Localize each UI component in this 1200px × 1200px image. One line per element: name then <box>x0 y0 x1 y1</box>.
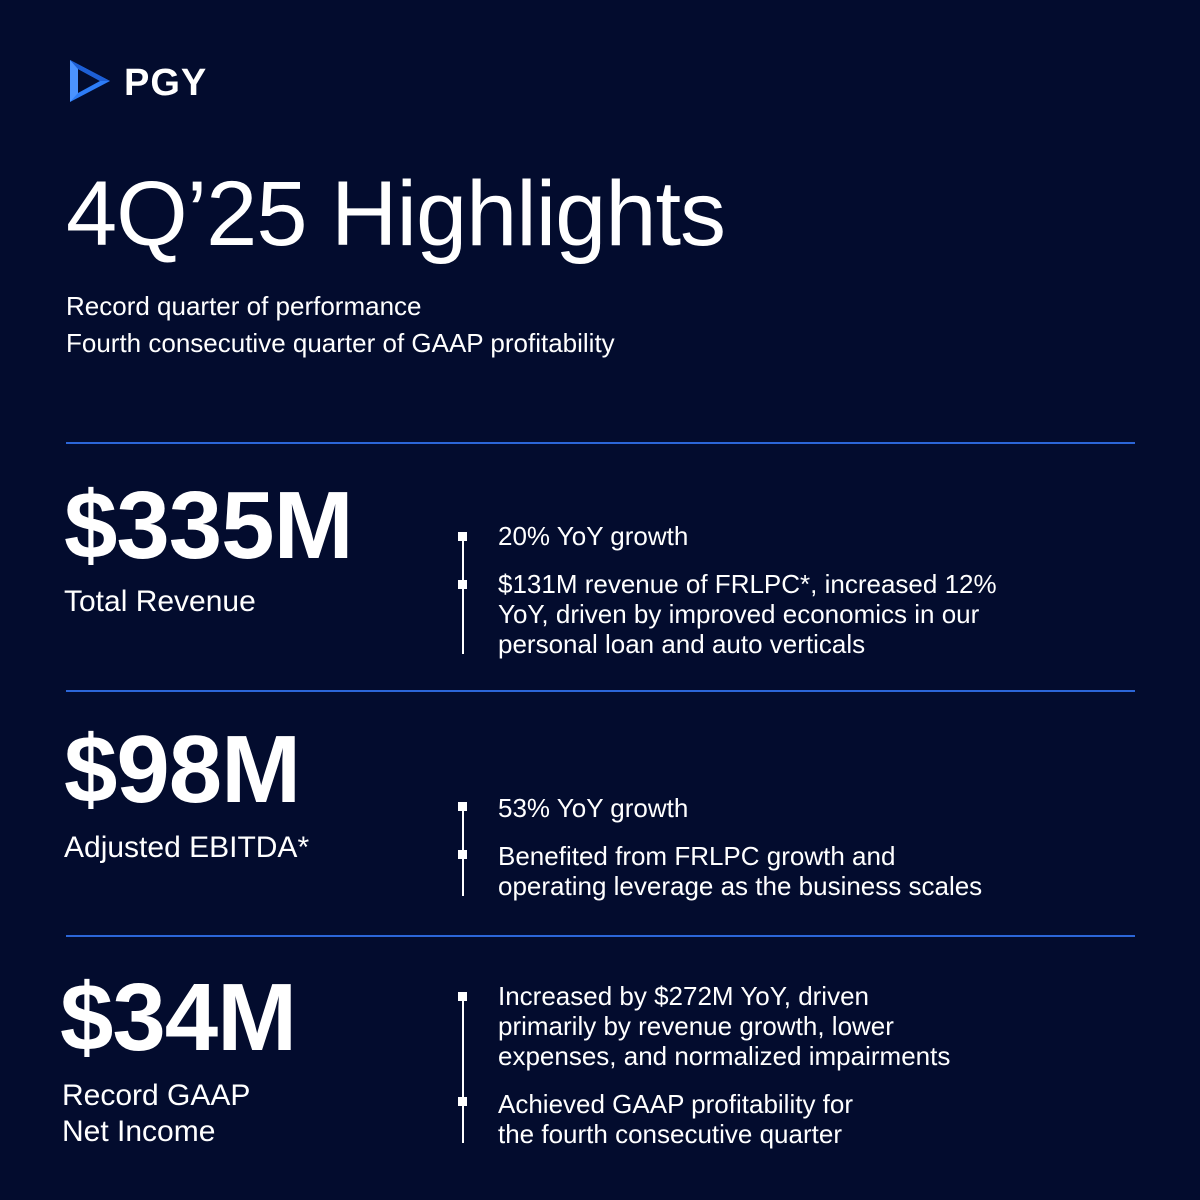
revenue-label: Total Revenue <box>64 585 256 618</box>
bullet-marker <box>458 1097 467 1106</box>
page-title: 4Q’25 Highlights <box>66 163 726 265</box>
section-divider-1 <box>66 442 1135 444</box>
play-triangle-logo-icon <box>68 58 112 109</box>
ebitda-bullet-1: 53% YoY growth <box>498 793 689 823</box>
net-income-bullet-2: Achieved GAAP profitability for the fourth consecutive quarter <box>498 1089 854 1149</box>
bullet-marker <box>458 580 467 589</box>
net-income-label: Record GAAP Net Income <box>62 1079 251 1148</box>
bullet-marker <box>458 850 467 859</box>
subtitle-line-2: Fourth consecutive quarter of GAAP profitability <box>66 328 615 358</box>
net-income-bullet-rail <box>462 993 464 1143</box>
bullet-marker <box>458 802 467 811</box>
net-income-value: $34M <box>60 964 297 1071</box>
brand-name: PGY <box>124 62 208 104</box>
subtitle-line-1: Record quarter of performance <box>66 291 422 321</box>
bullet-marker <box>458 992 467 1001</box>
section-divider-2 <box>66 690 1135 692</box>
revenue-bullet-2: $131M revenue of FRLPC*, increased 12% YoY, driven by improved economics in our personal loan and auto verticals <box>498 569 997 659</box>
revenue-bullet-1: 20% YoY growth <box>498 521 689 551</box>
revenue-value: $335M <box>64 472 353 579</box>
brand-logo <box>68 58 207 109</box>
section-divider-3 <box>66 935 1135 937</box>
revenue-bullet-rail <box>462 534 464 654</box>
page-subtitle <box>66 288 615 362</box>
net-income-bullet-1: Increased by $272M YoY, driven primarily by revenue growth, lower expenses, and normalized impairments <box>498 981 951 1071</box>
ebitda-label: Adjusted EBITDA* <box>64 831 310 864</box>
ebitda-bullet-2: Benefited from FRLPC growth and operating leverage as the business scales <box>498 841 983 901</box>
bullet-marker <box>458 532 467 541</box>
ebitda-value: $98M <box>64 716 301 823</box>
